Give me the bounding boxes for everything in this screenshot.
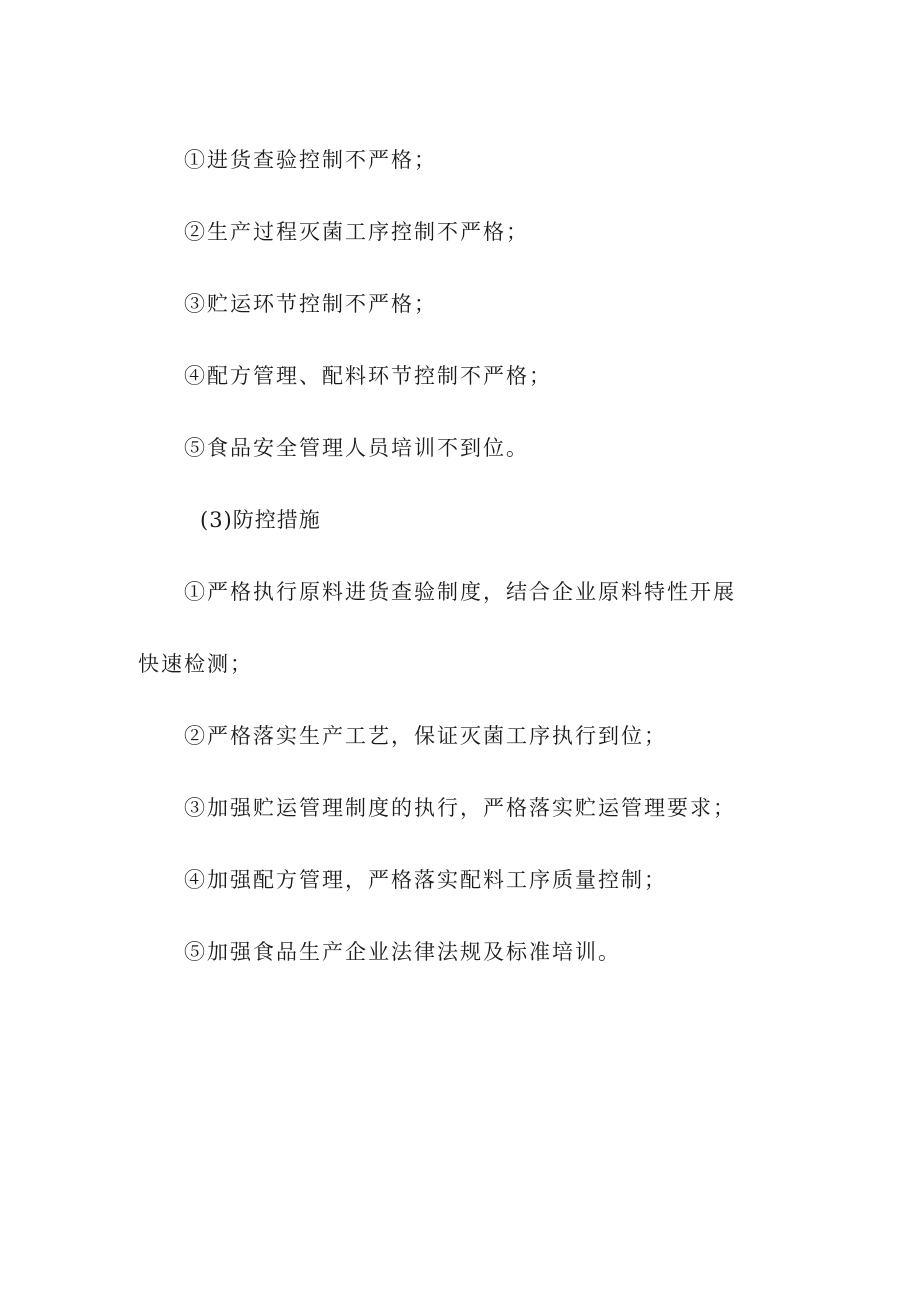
cause-item-3: ③贮运环节控制不严格； [184, 292, 437, 316]
measure-item-1-line-2: 快速检测； [138, 652, 253, 676]
section-heading-measures: (3)防控措施 [200, 508, 321, 532]
cause-item-5: ⑤食品安全管理人员培训不到位。 [184, 436, 529, 460]
measure-item-4: ④加强配方管理，严格落实配料工序质量控制； [184, 868, 667, 892]
measure-item-3: ③加强贮运管理制度的执行，严格落实贮运管理要求； [184, 796, 736, 820]
measure-item-5: ⑤加强食品生产企业法律法规及标准培训。 [184, 940, 621, 964]
measure-item-1-line-1: ①严格执行原料进货查验制度，结合企业原料特性开展 [184, 580, 736, 604]
cause-item-4: ④配方管理、配料环节控制不严格； [184, 364, 552, 388]
cause-item-1: ①进货查验控制不严格； [184, 148, 437, 172]
cause-item-2: ②生产过程灭菌工序控制不严格； [184, 220, 529, 244]
measure-item-2: ②严格落实生产工艺，保证灭菌工序执行到位； [184, 724, 667, 748]
